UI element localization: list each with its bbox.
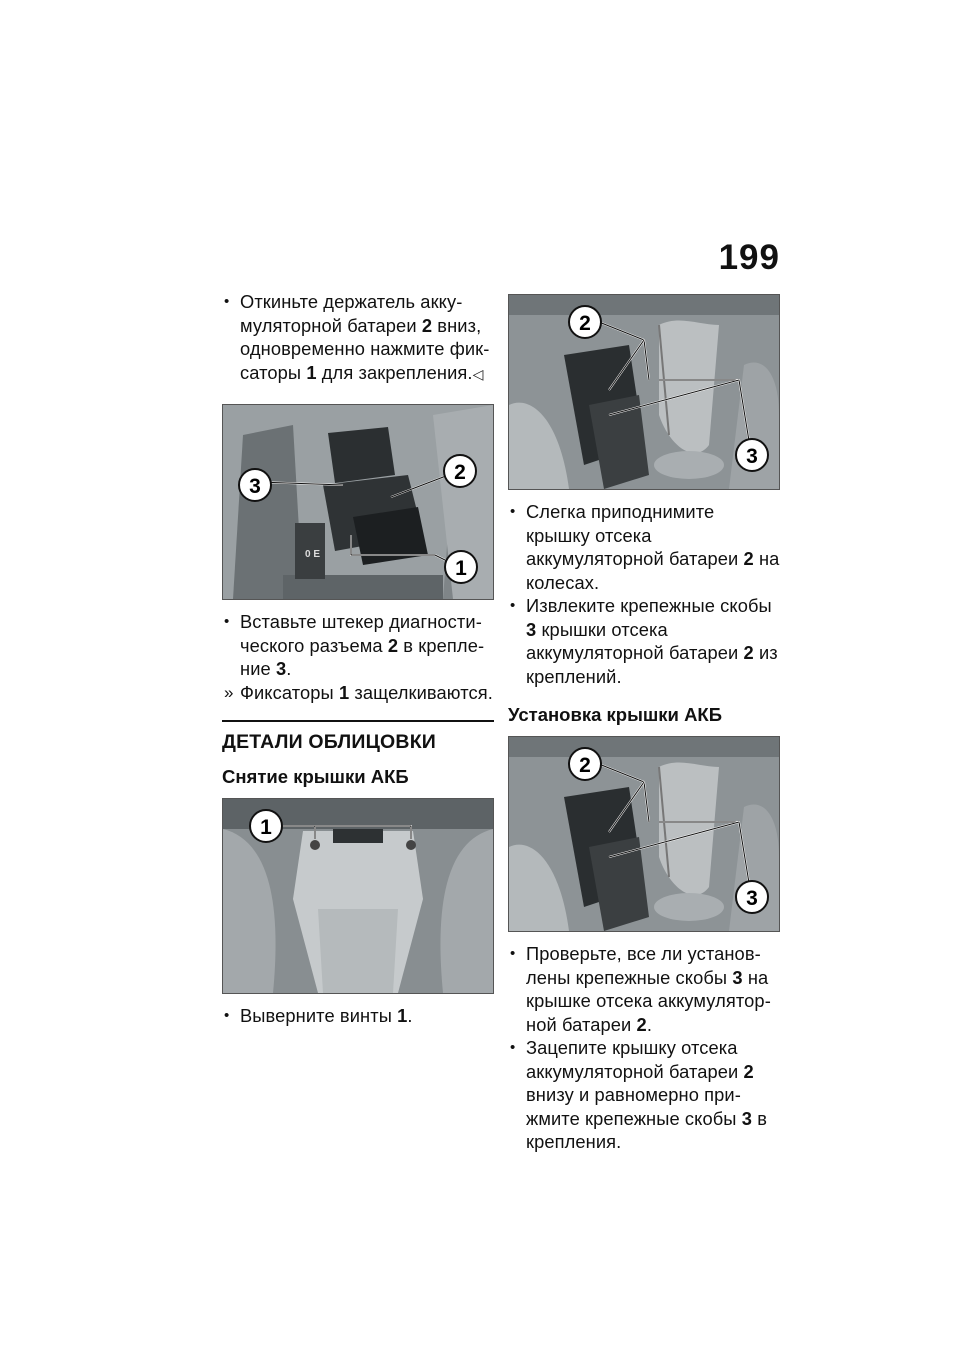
right-column — [508, 294, 780, 1154]
bullet-marker: • — [510, 945, 516, 962]
battery-cover-install-photo — [508, 736, 780, 932]
reference-number: 2 — [743, 1060, 754, 1082]
reference-number: 1 — [338, 681, 350, 703]
bullet-marker: • — [510, 1039, 516, 1056]
reference-number: 2 — [421, 314, 433, 336]
reference-number: 1 — [306, 361, 317, 383]
subsection-title: Снятие крышки АКБ — [222, 766, 409, 787]
svg-text:2: 2 — [454, 461, 466, 484]
battery-holder-photo — [222, 404, 494, 600]
instruction-step: • Слегка приподнимите крышку отсека аккумуляторной батареи 2 на колесах. — [510, 501, 780, 593]
svg-text:1: 1 — [455, 557, 467, 580]
callout-3 — [736, 439, 768, 471]
svg-text:3: 3 — [746, 445, 758, 468]
battery-cover-lift-photo — [508, 294, 780, 490]
result-marker: » — [224, 682, 234, 702]
callout-1 — [445, 551, 477, 583]
connector-label — [305, 549, 320, 560]
subsection-title: Установка крышки АКБ — [508, 704, 723, 725]
callout-3 — [239, 469, 271, 501]
section-title: ДЕТАЛИ ОБЛИЦОВКИ — [222, 731, 437, 753]
bullet-marker: • — [510, 503, 516, 520]
callout-2 — [569, 748, 601, 780]
instruction-step: • Выверните винты 1. — [224, 1005, 413, 1026]
bullet-marker: • — [224, 293, 230, 310]
reference-number: 3 — [741, 1107, 753, 1129]
bullet-marker: • — [224, 1007, 230, 1024]
reference-number: 2 — [387, 634, 399, 656]
reference-number: 1 — [397, 1005, 408, 1026]
callout-2 — [444, 455, 476, 487]
reference-number: 2 — [743, 642, 754, 663]
bullet-marker: • — [224, 613, 230, 630]
battery-cover-screws-photo — [222, 798, 494, 994]
instruction-step: • Извлеките крепежные скобы 3 крышки отсека аккумуляторной батареи 2 из креплений. — [510, 595, 778, 687]
reference-number: 2 — [636, 1013, 647, 1035]
page-number: 199 — [718, 238, 780, 277]
callout-3 — [736, 881, 768, 913]
reference-number: 3 — [275, 658, 287, 679]
reference-number: 3 — [526, 618, 537, 640]
bullet-marker: • — [510, 597, 516, 614]
end-of-procedure-icon: ◁ — [472, 365, 484, 382]
callout-1 — [250, 810, 282, 842]
svg-text:0 E: 0 E — [305, 549, 321, 560]
svg-text:1: 1 — [260, 816, 272, 839]
left-column — [222, 290, 494, 1028]
instruction-step: • Проверьте, все ли установлены крепежные скобы 3 на крышке отсека аккумуляторной батареи 2. — [510, 943, 771, 1035]
reference-number: 3 — [732, 966, 743, 988]
instruction-step: • Откиньте держатель аккумуляторной батареи 2 вниз, одновременно нажмите фиксаторы 1 для закрепления.◁ — [224, 291, 490, 383]
svg-text:3: 3 — [249, 475, 261, 498]
result-step: » Фиксаторы 1 защелкиваются. — [224, 681, 493, 703]
svg-text:3: 3 — [746, 887, 758, 910]
reference-number: 2 — [743, 548, 754, 569]
instruction-step: • Вставьте штекер диагностического разъема 2 в крепление 3. — [224, 611, 485, 679]
svg-text:2: 2 — [579, 312, 591, 335]
section-divider — [222, 720, 494, 722]
svg-text:2: 2 — [579, 754, 591, 777]
instruction-step: • Зацепите крышку отсека аккумуляторной батареи 2 внизу и равномерно прижмите крепежные скобы 3 в крепления. — [510, 1037, 768, 1152]
callout-2 — [569, 306, 601, 338]
